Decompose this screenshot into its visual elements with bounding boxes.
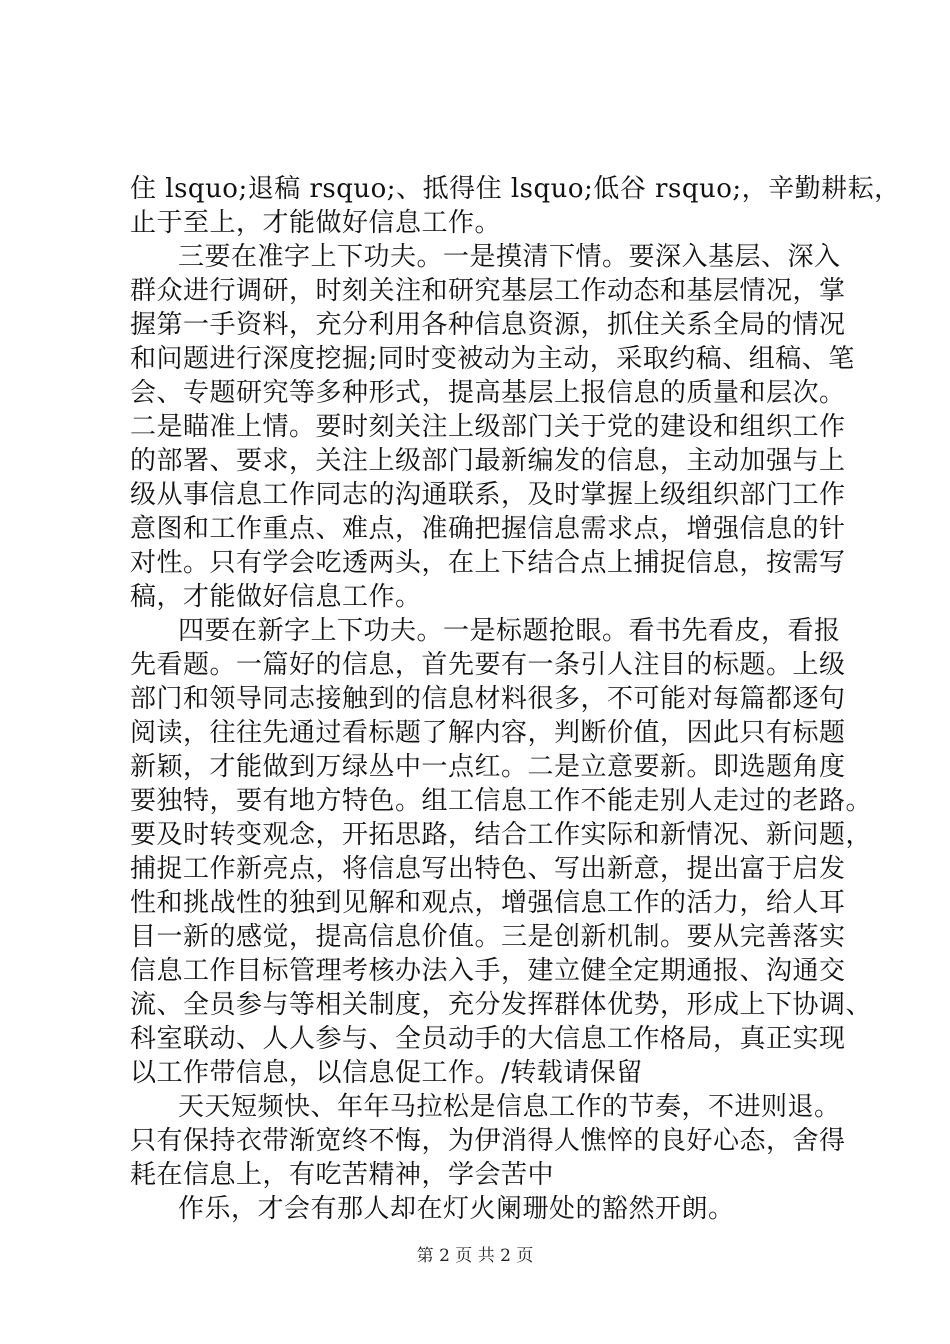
- body-line: 性和挑战性的独到见解和观点，增强信息工作的活力，给人耳: [130, 888, 846, 918]
- body-line: 目一新的感觉，提高信息价值。三是创新机制。要从完善落实: [130, 922, 846, 952]
- body-line: 握第一手资料，充分利用各种信息资源，抓住关系全局的情况: [130, 310, 846, 340]
- body-line: 对性。只有学会吃透两头，在上下结合点上捕捉信息，按需写: [130, 548, 846, 578]
- body-line: 群众进行调研，时刻关注和研究基层工作动态和基层情况，掌: [130, 276, 846, 306]
- paragraph-start-line: 四要在新字上下功夫。一是标题抢眼。看书先看皮，看报: [178, 616, 841, 646]
- body-line: 二是瞄准上情。要时刻关注上级部门关于党的建设和组织工作: [130, 412, 846, 442]
- body-line: 捕捉工作新亮点，将信息写出特色、写出新意，提出富于启发: [130, 854, 846, 884]
- body-line: 阅读，往往先通过看标题了解内容，判断价值，因此只有标题: [130, 718, 846, 748]
- body-line: 只有保持衣带渐宽终不悔，为伊消得人憔悴的良好心态，舍得: [130, 1126, 846, 1156]
- body-line: 住 lsquo;退稿 rsquo;、抵得住 lsquo;低谷 rsquo;，辛勤耕耘，: [130, 174, 901, 204]
- body-line: 信息工作目标管理考核办法入手，建立健全定期通报、沟通交: [130, 956, 846, 986]
- body-line: 稿，才能做好信息工作。: [130, 582, 422, 612]
- body-line: 止于至上，才能做好信息工作。: [130, 208, 502, 238]
- body-line: 和问题进行深度挖掘;同时变被动为主动，采取约稿、组稿、笔: [130, 344, 855, 374]
- paragraph-start-line: 天天短频快、年年马拉松是信息工作的节奏，不进则退。: [178, 1092, 841, 1122]
- paragraph-start-line: 三要在准字上下功夫。一是摸清下情。要深入基层、深入: [178, 242, 841, 272]
- body-line: 科室联动、人人参与、全员动手的大信息工作格局，真正实现: [130, 1024, 846, 1054]
- page-number-footer: 第 2 页 共 2 页: [416, 1246, 534, 1266]
- body-line: 的部署、要求，关注上级部门最新编发的信息，主动加强与上: [130, 446, 846, 476]
- body-line: 耗在信息上，有吃苦精神，学会苦中: [130, 1160, 555, 1190]
- body-line: 要独特，要有地方特色。组工信息工作不能走别人走过的老路。: [130, 786, 873, 816]
- body-line: 新颖，才能做到万绿丛中一点红。二是立意要新。即选题角度: [130, 752, 846, 782]
- body-line: 先看题。一篇好的信息，首先要有一条引人注目的标题。上级: [130, 650, 846, 680]
- body-line: 以工作带信息，以信息促工作。/转载请保留: [130, 1058, 643, 1088]
- body-line: 部门和领导同志接触到的信息材料很多，不可能对每篇都逐句: [130, 684, 846, 714]
- body-line: 会、专题研究等多种形式，提高基层上报信息的质量和层次。: [130, 378, 846, 408]
- body-line: 级从事信息工作同志的沟通联系，及时掌握上级组织部门工作: [130, 480, 846, 510]
- body-line: 要及时转变观念，开拓思路，结合工作实际和新情况、新问题，: [130, 820, 873, 850]
- body-line: 意图和工作重点、难点，准确把握信息需求点，增强信息的针: [130, 514, 846, 544]
- body-line: 流、全员参与等相关制度，充分发挥群体优势，形成上下协调、: [130, 990, 873, 1020]
- paragraph-start-line: 作乐，才会有那人却在灯火阑珊处的豁然开朗。: [178, 1194, 735, 1224]
